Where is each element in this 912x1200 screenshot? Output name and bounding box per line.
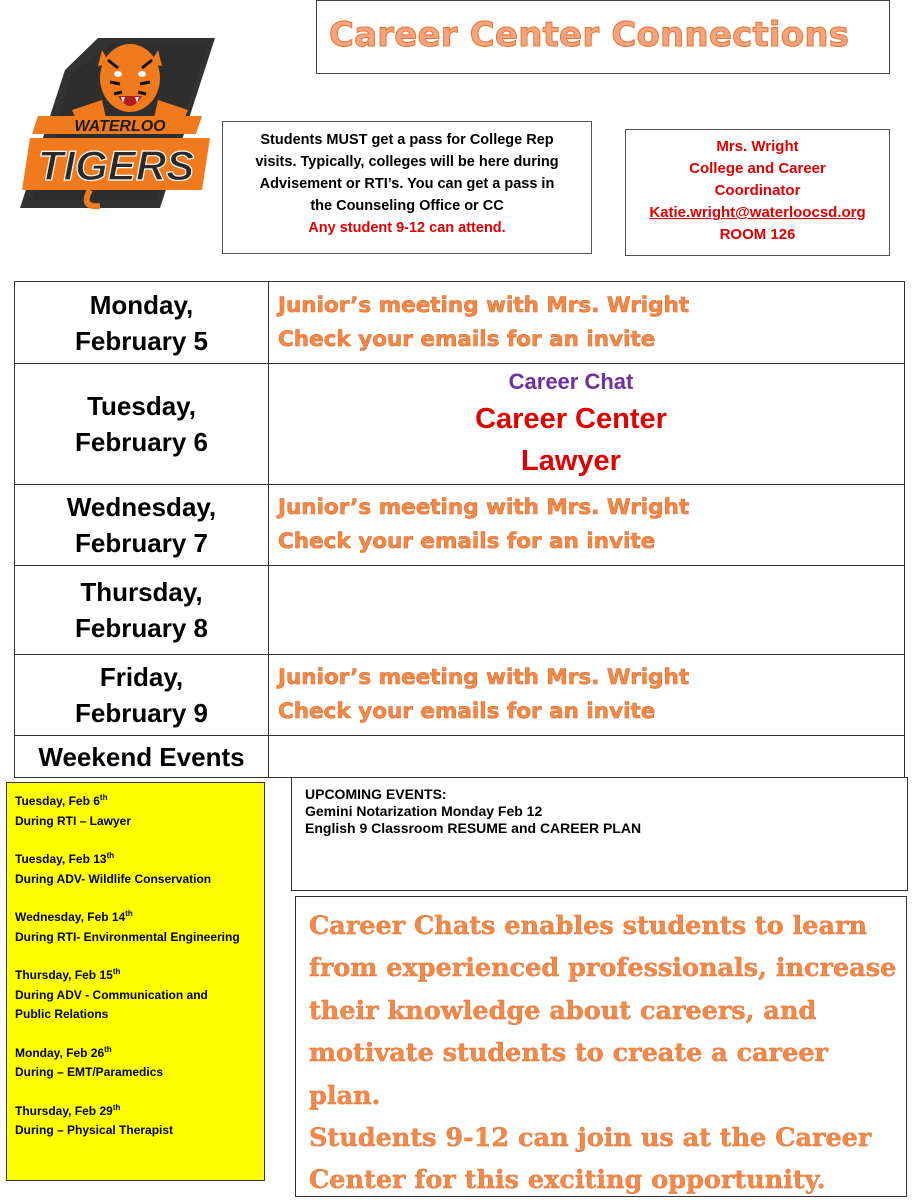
upcoming-events-box bbox=[291, 777, 908, 891]
event-cell bbox=[269, 655, 905, 736]
weekend-events-label: Weekend Events bbox=[38, 741, 245, 772]
info-line: Students MUST get a pass for College Rep bbox=[260, 132, 554, 148]
day-date: February 7 bbox=[75, 528, 208, 558]
day-date: February 6 bbox=[75, 427, 208, 457]
pass-info-box bbox=[222, 121, 592, 254]
description-line: their knowledge about careers, and bbox=[309, 995, 817, 1026]
career-chat-title: Career Chat bbox=[508, 369, 634, 394]
chat-detail: During ADV- Wildlife Conservation bbox=[15, 871, 212, 886]
event-text: Junior’s meeting with Mrs. Wright bbox=[278, 292, 690, 318]
logo-bottom-text: TIGERS bbox=[37, 142, 195, 189]
chat-date: Thursday, Feb 29 bbox=[15, 1103, 113, 1118]
day-date: February 9 bbox=[75, 698, 208, 728]
chat-date: Monday, Feb 26 bbox=[15, 1045, 105, 1060]
date-suffix: th bbox=[99, 793, 108, 802]
description-line: Students 9-12 can join us at the Career bbox=[309, 1123, 872, 1154]
list-item bbox=[15, 908, 264, 947]
description-line: from experienced professionals, increase bbox=[309, 953, 897, 984]
day-cell bbox=[15, 364, 269, 485]
table-row bbox=[15, 736, 905, 778]
day-name: Monday, bbox=[89, 289, 194, 320]
upcoming-heading: UPCOMING EVENTS: bbox=[305, 786, 447, 802]
contact-role: College and Career bbox=[689, 160, 826, 177]
table-row bbox=[15, 364, 905, 485]
day-cell bbox=[15, 282, 269, 364]
event-cell bbox=[269, 282, 905, 364]
event-cell bbox=[269, 566, 905, 655]
info-line: the Counseling Office or CC bbox=[310, 198, 504, 214]
event-text: Junior’s meeting with Mrs. Wright bbox=[278, 665, 690, 690]
list-item bbox=[15, 850, 264, 889]
chat-detail: During – EMT/Paramedics bbox=[15, 1065, 164, 1079]
chat-detail: During ADV - Communication and bbox=[15, 987, 208, 1002]
event-cell bbox=[269, 485, 905, 566]
list-item bbox=[15, 1044, 264, 1083]
day-date: February 8 bbox=[75, 613, 208, 643]
description-line: motivate students to create a career plan. bbox=[309, 1038, 828, 1111]
description-line: Career Chats enables students to learn bbox=[309, 911, 867, 941]
upcoming-item: English 9 Classroom RESUME and CAREER PLAN bbox=[305, 820, 642, 836]
date-suffix: th bbox=[106, 851, 115, 860]
chat-detail: During – Physical Therapist bbox=[15, 1123, 174, 1137]
title-box bbox=[316, 0, 890, 74]
event-text: Junior’s meeting with Mrs. Wright bbox=[278, 495, 690, 520]
contact-email-link[interactable]: Katie.wright@waterloocsd.org bbox=[649, 204, 866, 221]
table-row bbox=[15, 566, 905, 655]
logo-top-text: WATERLOO bbox=[74, 118, 166, 135]
info-line-highlight: Any student 9-12 can attend. bbox=[308, 220, 506, 236]
day-cell bbox=[15, 736, 269, 778]
date-suffix: th bbox=[112, 967, 121, 976]
chat-date: Thursday, Feb 15 bbox=[15, 968, 113, 982]
day-cell bbox=[15, 485, 269, 566]
day-name: Wednesday, bbox=[66, 492, 217, 522]
table-row bbox=[15, 485, 905, 566]
date-suffix: th bbox=[125, 909, 133, 918]
event-cell bbox=[269, 736, 905, 778]
day-name: Thursday, bbox=[80, 577, 203, 607]
waterloo-tigers-logo bbox=[10, 30, 215, 210]
day-date: February 5 bbox=[75, 325, 208, 356]
career-chat-location: Career Center bbox=[475, 403, 667, 435]
chat-detail: Public Relations bbox=[15, 1007, 109, 1021]
list-item bbox=[15, 792, 264, 831]
list-item bbox=[15, 1102, 264, 1141]
day-name: Tuesday, bbox=[87, 391, 196, 421]
table-row bbox=[15, 655, 905, 736]
page-title: Career Center Connections bbox=[329, 15, 850, 55]
chat-detail: During RTI- Environmental Engineering bbox=[15, 929, 240, 944]
career-chats-description-box bbox=[295, 896, 907, 1197]
day-cell bbox=[15, 655, 269, 736]
description-line: Center for this exciting opportunity. bbox=[309, 1165, 826, 1196]
event-text: Check your emails for an invite bbox=[278, 326, 656, 352]
contact-role: Coordinator bbox=[714, 182, 801, 199]
contact-box bbox=[625, 129, 890, 256]
chat-detail: During RTI – Lawyer bbox=[15, 813, 132, 828]
career-chat-topic: Lawyer bbox=[521, 445, 621, 477]
info-line: Advisement or RTI’s. You can get a pass in bbox=[259, 176, 555, 192]
list-item bbox=[15, 966, 264, 1025]
day-cell bbox=[15, 566, 269, 655]
event-text: Check your emails for an invite bbox=[278, 699, 656, 724]
tiger-logo-icon bbox=[10, 30, 215, 210]
table-row bbox=[15, 282, 905, 364]
info-line: visits. Typically, colleges will be here during bbox=[255, 154, 559, 170]
chat-date: Tuesday, Feb 13 bbox=[15, 852, 107, 866]
date-suffix: th bbox=[104, 1044, 112, 1054]
weekly-schedule-table bbox=[14, 281, 905, 778]
upcoming-item: Gemini Notarization Monday Feb 12 bbox=[305, 803, 543, 819]
chat-date: Tuesday, Feb 6 bbox=[15, 794, 100, 808]
event-text: Check your emails for an invite bbox=[278, 529, 656, 554]
event-cell bbox=[269, 364, 905, 485]
day-name: Friday, bbox=[99, 662, 184, 692]
contact-name: Mrs. Wright bbox=[716, 138, 799, 155]
date-suffix: th bbox=[112, 1102, 121, 1112]
career-chats-schedule-box bbox=[6, 782, 265, 1181]
chat-date: Wednesday, Feb 14 bbox=[15, 910, 126, 924]
contact-room: ROOM 126 bbox=[719, 226, 796, 243]
